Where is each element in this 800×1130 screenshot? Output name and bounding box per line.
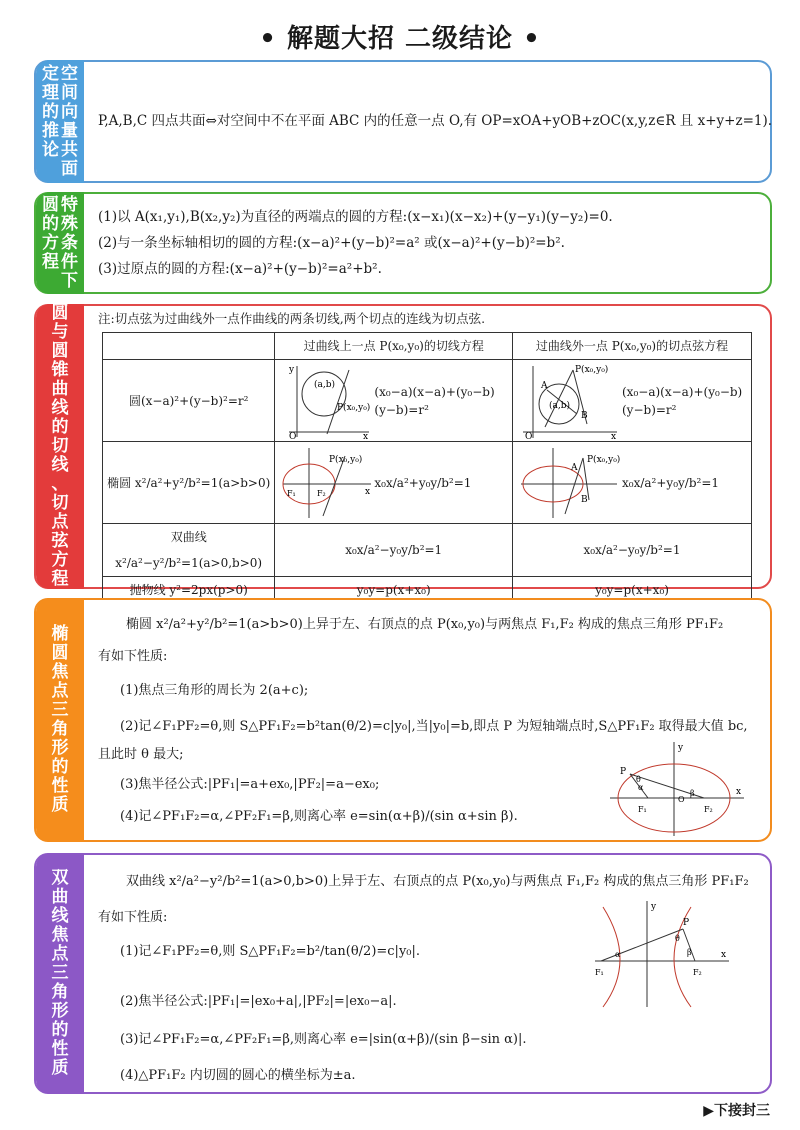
svg-text:A: A (571, 462, 578, 473)
svg-text:P(x₀,y₀): P(x₀,y₀) (575, 364, 609, 375)
section-line: (1)焦点三角形的周长为 2(a+c); (120, 683, 309, 698)
section-tab: 双 曲 线 焦 点 三 角 形 的 性 质 (36, 853, 84, 1094)
section-line: (2)与一条坐标轴相切的圆的方程:(x−a)²+(y−b)²=a² 或(x−a)²+(y−b)²=b². (98, 235, 565, 251)
svg-text:α: α (638, 783, 644, 792)
formula: x₀x/a²+y₀y/b²=1 (374, 475, 472, 490)
section-line: P,A,B,C 四点共面⇔对空间中不在平面 ABC 内的任意一点 O,有 OP=xOA+yOB+zOC(x,y,z∈R 且 x+y+z=1). (98, 113, 773, 129)
section-line: (3)过原点的圆的方程:(x−a)²+(y−b)²=a²+b². (98, 261, 382, 277)
column-header: 过曲线外一点 P(x₀,y₀)的切点弦方程 (513, 333, 752, 360)
svg-text:O: O (289, 431, 297, 440)
svg-text:O: O (678, 795, 685, 804)
table-cell (275, 360, 513, 442)
svg-text:O: O (525, 431, 533, 440)
svg-text:A: A (541, 380, 548, 391)
table-note: 注:切点弦为过曲线外一点作曲线的两条切线,两个切点的连线为切点弦. (98, 311, 486, 326)
section-line: (2)记∠F₁PF₂=θ,则 S△PF₁F₂=b²tan(θ/2)=c|y₀|,当|y₀|=b,即点 P 为短轴端点时,S△PF₁F₂ 取得最大值 bc, (120, 719, 748, 734)
svg-text:x: x (721, 950, 727, 960)
svg-text:(a,b): (a,b) (549, 400, 571, 411)
ellipse-tangent-figure (279, 444, 374, 522)
section-line: (2)焦半径公式:|PF₁|=|ex₀+a|,|PF₂|=|ex₀−a|. (120, 994, 397, 1009)
formula: (x₀−a)(x−a)+(y₀−b)(y−b)=r² (622, 384, 743, 417)
svg-text:F₁: F₁ (638, 805, 647, 814)
section-line: (3)焦半径公式:|PF₁|=a+ex₀,|PF₂|=a−ex₀; (120, 777, 380, 792)
svg-text:P(x₀,y₀): P(x₀,y₀) (587, 454, 621, 465)
svg-text:x: x (736, 787, 742, 797)
svg-text:β: β (690, 789, 695, 798)
section-tab: 圆 与 圆 锥 曲 线 的 切 线 、 切 点 弦 方 程 (36, 304, 84, 589)
section-tab: 空 间 向 量 共 面 定 理 的 推 论 (36, 60, 84, 183)
svg-text:B: B (581, 410, 588, 421)
svg-text:F₂: F₂ (693, 968, 702, 977)
svg-text:α: α (615, 950, 621, 959)
section-coplanar (34, 60, 772, 183)
svg-text:P: P (620, 767, 627, 777)
row-label: 圆(x−a)²+(y−b)²=r² (103, 360, 275, 442)
section-ellipse-focal-triangle (34, 598, 772, 842)
section-line: 椭圆 x²/a²+y²/b²=1(a>b>0)上异于左、右顶点的点 P(x₀,y₀)与两焦点 F₁,F₂ 构成的焦点三角形 PF₁F₂ (126, 617, 724, 632)
row-label: 抛物线 y²=2px(p>0) (103, 577, 275, 604)
section-line: 有如下性质: (98, 910, 168, 925)
hyperbola-focal-figure (593, 899, 733, 1009)
section-line: (1)以 A(x₁,y₁),B(x₂,y₂)为直径的两端点的圆的方程:(x−x₁)(x−x₂)+(y−y₁)(y−y₂)=0. (98, 209, 613, 225)
svg-text:P(x₀,y₀): P(x₀,y₀) (337, 402, 371, 413)
svg-text:y: y (651, 902, 657, 912)
section-tab: 特 殊 条 件 下 圆 的 方 程 (36, 192, 84, 294)
svg-text:F₁: F₁ (287, 488, 297, 498)
formula: y₀y=p(x+x₀) (513, 577, 752, 604)
section-line: (4)△PF₁F₂ 内切圆的圆心的横坐标为±a. (120, 1068, 356, 1083)
svg-text:x: x (611, 431, 617, 440)
svg-text:x: x (365, 486, 371, 497)
circle-tangent-figure (279, 362, 374, 440)
section-line: 双曲线 x²/a²−y²/b²=1(a>0,b>0)上异于左、右顶点的点 P(x₀,y₀)与两焦点 F₁,F₂ 构成的焦点三角形 PF₁F₂ (126, 874, 749, 889)
formula: x₀x/a²−y₀y/b²=1 (513, 524, 752, 577)
tangent-table (102, 332, 752, 604)
table-cell (513, 360, 752, 442)
svg-text:θ: θ (675, 934, 680, 943)
table-cell (513, 442, 752, 524)
ellipse-focal-figure (608, 740, 748, 840)
svg-text:y: y (678, 743, 684, 753)
formula: (x₀−a)(x−a)+(y₀−b)(y−b)=r² (374, 384, 495, 417)
page-title: • 解题大招 二级结论 • (259, 24, 541, 54)
svg-text:F₂: F₂ (317, 488, 327, 498)
svg-text:y: y (289, 364, 295, 375)
svg-text:P: P (683, 918, 690, 928)
section-hyperbola-focal-triangle (34, 853, 772, 1094)
section-line: (4)记∠PF₁F₂=α,∠PF₂F₁=β,则离心率 e=sin(α+β)/(sin α+sin β). (120, 809, 518, 824)
svg-text:β: β (687, 948, 692, 957)
formula: y₀y=p(x+x₀) (275, 577, 513, 604)
section-circle-equations (34, 192, 772, 294)
section-line: (3)记∠PF₁F₂=α,∠PF₂F₁=β,则离心率 e=|sin(α+β)/(sin β−sin α)|. (120, 1032, 527, 1047)
svg-text:(a,b): (a,b) (314, 379, 336, 390)
section-tangent-lines (34, 303, 772, 597)
svg-text:x: x (363, 431, 369, 440)
svg-text:F₂: F₂ (704, 805, 713, 814)
column-header: 过曲线上一点 P(x₀,y₀)的切线方程 (275, 333, 513, 360)
section-tab: 椭 圆 焦 点 三 角 形 的 性 质 (36, 598, 84, 842)
svg-text:F₁: F₁ (595, 968, 604, 977)
svg-text:B: B (581, 494, 588, 505)
row-label: 椭圆 x²/a²+y²/b²=1(a>b>0) (103, 442, 275, 524)
section-line: 有如下性质: (98, 649, 168, 664)
section-line: (1)记∠F₁PF₂=θ,则 S△PF₁F₂=b²/tan(θ/2)=c|y₀|. (120, 944, 421, 959)
section-line: 且此时 θ 最大; (98, 747, 184, 762)
formula: x₀x/a²−y₀y/b²=1 (275, 524, 513, 577)
circle-chord-figure (517, 362, 622, 440)
ellipse-chord-figure (517, 444, 622, 522)
formula: x₀x/a²+y₀y/b²=1 (622, 475, 720, 490)
continued-note: ▶下接封三 (703, 1103, 770, 1119)
row-label: 双曲线 x²/a²−y²/b²=1(a>0,b>0) (103, 524, 275, 577)
svg-text:P(x₀,y₀): P(x₀,y₀) (329, 454, 363, 465)
table-cell (275, 442, 513, 524)
svg-text:θ: θ (636, 775, 641, 784)
